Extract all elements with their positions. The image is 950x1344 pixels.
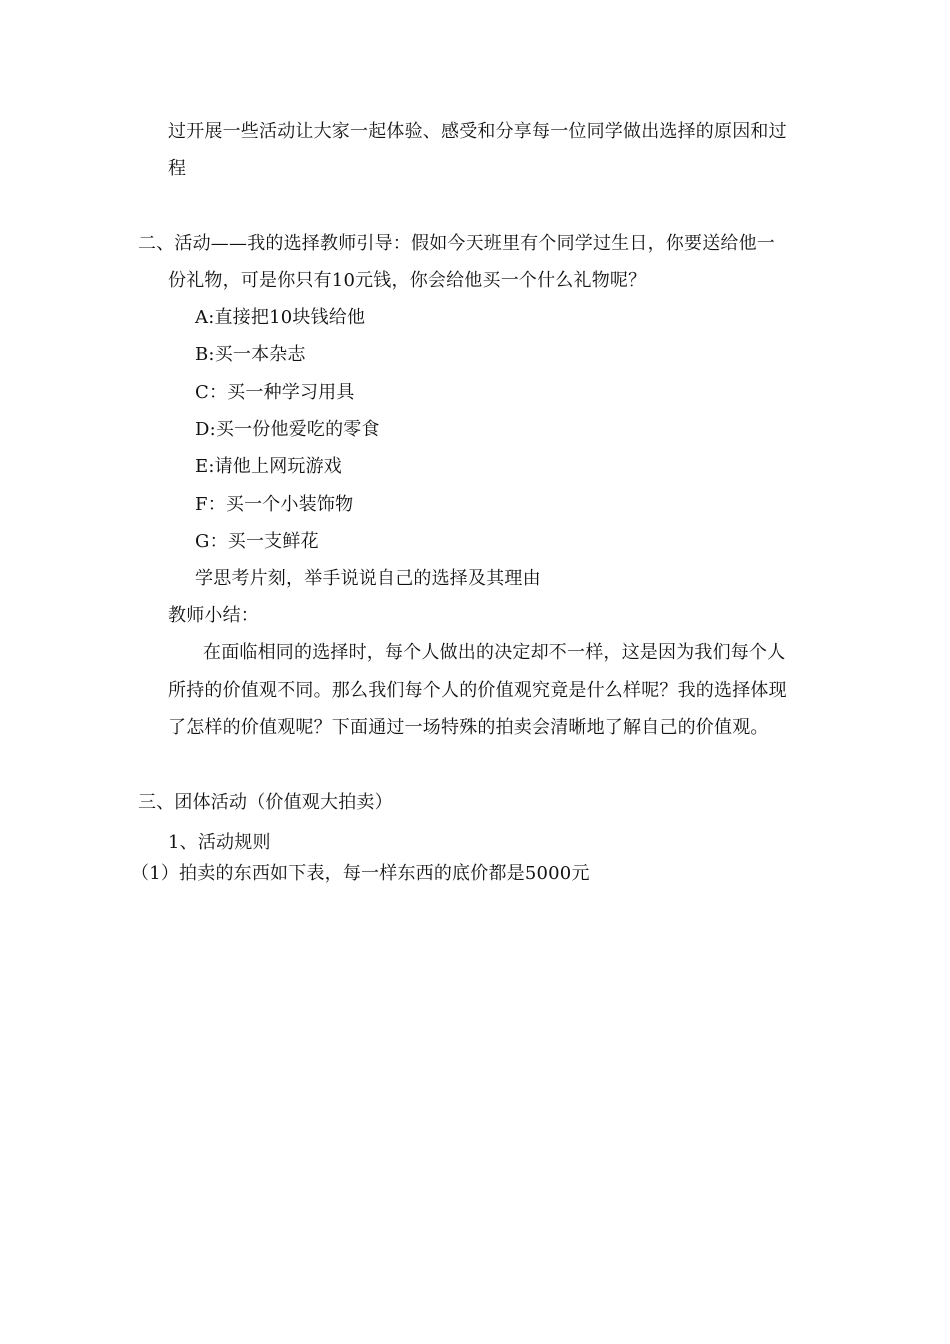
- section3-sub-heading: 1、活动规则: [168, 832, 271, 853]
- teacher-summary-line-3: 了怎样的价值观呢？下面通过一场特殊的拍卖会清晰地了解自己的价值观。: [168, 717, 769, 738]
- teacher-summary-line-1: 在面临相同的选择时，每个人做出的决定却不一样，这是因为我们每个人: [203, 642, 786, 663]
- teacher-summary-line-2: 所持的价值观不同。那么我们每个人的价值观究竟是什么样呢？我的选择体现: [168, 680, 787, 701]
- section3-rule-1: （1）拍卖的东西如下表，每一样东西的底价都是5000元: [131, 863, 590, 884]
- option-d: D:买一份他爱吃的零食: [195, 419, 380, 440]
- option-f: F：买一个小装饰物: [195, 494, 354, 515]
- option-c: C：买一种学习用具: [195, 382, 355, 403]
- teacher-summary-label: 教师小结：: [168, 605, 259, 626]
- option-e: E:请他上网玩游戏: [195, 456, 343, 477]
- section2-heading-line-2: 份礼物，可是你只有10元钱，你会给他买一个什么礼物呢？: [168, 270, 647, 291]
- section2-heading-line-1: 二、活动——我的选择教师引导：假如今天班里有个同学过生日，你要送给他一: [138, 233, 775, 254]
- option-b: B:买一本杂志: [195, 344, 306, 365]
- intro-line-1: 过开展一些活动让大家一起体验、感受和分享每一位同学做出选择的原因和过: [168, 121, 787, 142]
- option-a: A:直接把10块钱给他: [195, 307, 366, 328]
- student-prompt: 学思考片刻，举手说说自己的选择及其理由: [195, 568, 541, 589]
- intro-line-2: 程: [168, 158, 187, 179]
- option-g: G：买一支鲜花: [195, 531, 319, 552]
- section3-heading: 三、团体活动（价值观大拍卖）: [138, 792, 393, 813]
